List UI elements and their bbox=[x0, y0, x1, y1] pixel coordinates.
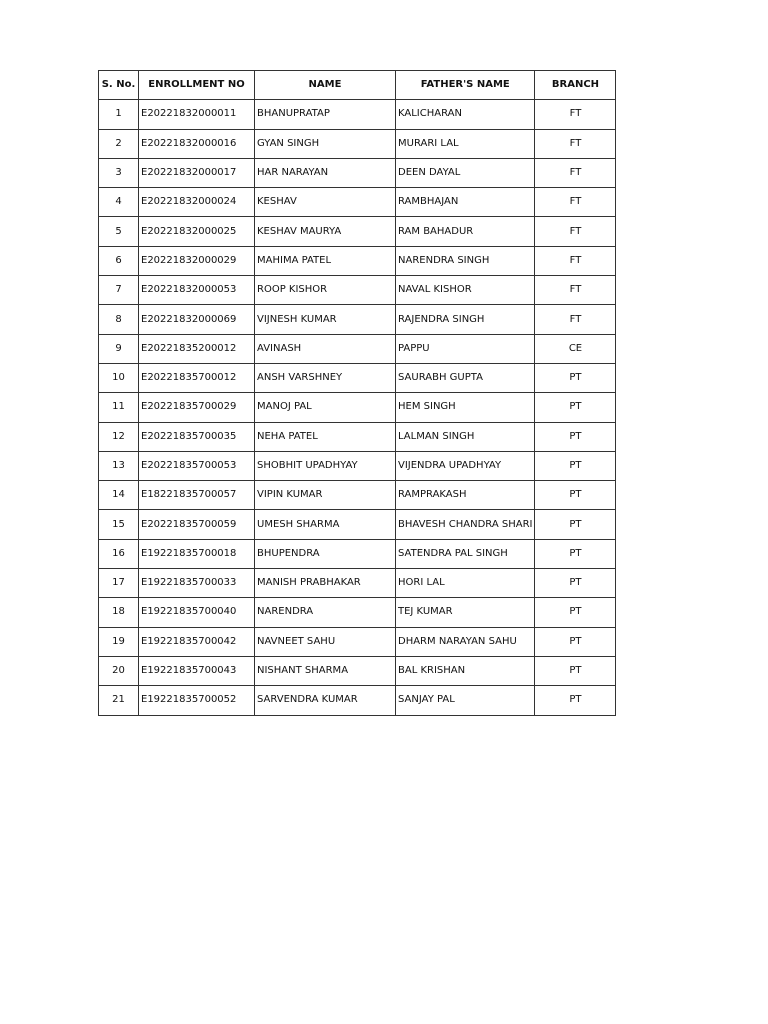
cell-sno: 13 bbox=[99, 451, 139, 480]
table-row bbox=[99, 393, 616, 422]
cell-fathers-name: NAVAL KISHOR bbox=[396, 276, 535, 305]
cell-sno: 9 bbox=[99, 334, 139, 363]
cell-sno: 4 bbox=[99, 188, 139, 217]
table-body bbox=[99, 100, 616, 715]
cell-sno: 10 bbox=[99, 363, 139, 392]
cell-sno: 17 bbox=[99, 569, 139, 598]
cell-enrollment-no: E20221832000029 bbox=[139, 246, 255, 275]
cell-enrollment-no: E19221835700042 bbox=[139, 627, 255, 656]
cell-branch: PT bbox=[535, 363, 616, 392]
cell-enrollment-no: E20221832000069 bbox=[139, 305, 255, 334]
table-row bbox=[99, 276, 616, 305]
cell-name: VIPIN KUMAR bbox=[255, 481, 396, 510]
cell-fathers-name: RAJENDRA SINGH bbox=[396, 305, 535, 334]
cell-branch: PT bbox=[535, 569, 616, 598]
cell-branch: FT bbox=[535, 246, 616, 275]
cell-sno: 20 bbox=[99, 656, 139, 685]
cell-branch: PT bbox=[535, 686, 616, 715]
cell-fathers-name: RAMBHAJAN bbox=[396, 188, 535, 217]
table-row bbox=[99, 129, 616, 158]
cell-name: KESHAV bbox=[255, 188, 396, 217]
cell-enrollment-no: E19221835700033 bbox=[139, 569, 255, 598]
cell-sno: 1 bbox=[99, 100, 139, 129]
table-row bbox=[99, 422, 616, 451]
cell-enrollment-no: E20221835700053 bbox=[139, 451, 255, 480]
table-row bbox=[99, 510, 616, 539]
cell-name: NISHANT SHARMA bbox=[255, 656, 396, 685]
cell-enrollment-no: E20221835200012 bbox=[139, 334, 255, 363]
header-row bbox=[99, 71, 616, 100]
cell-sno: 19 bbox=[99, 627, 139, 656]
cell-fathers-name: BHAVESH CHANDRA SHARI bbox=[396, 510, 535, 539]
header-branch: BRANCH bbox=[535, 71, 616, 100]
cell-enrollment-no: E20221835700059 bbox=[139, 510, 255, 539]
cell-sno: 6 bbox=[99, 246, 139, 275]
cell-fathers-name: BAL KRISHAN bbox=[396, 656, 535, 685]
cell-sno: 11 bbox=[99, 393, 139, 422]
cell-name: BHANUPRATAP bbox=[255, 100, 396, 129]
cell-fathers-name: DHARM NARAYAN SAHU bbox=[396, 627, 535, 656]
cell-name: BHUPENDRA bbox=[255, 539, 396, 568]
cell-fathers-name: SAURABH GUPTA bbox=[396, 363, 535, 392]
cell-enrollment-no: E19221835700040 bbox=[139, 598, 255, 627]
table-row bbox=[99, 627, 616, 656]
cell-branch: FT bbox=[535, 100, 616, 129]
cell-branch: FT bbox=[535, 188, 616, 217]
cell-enrollment-no: E20221835700029 bbox=[139, 393, 255, 422]
cell-branch: FT bbox=[535, 305, 616, 334]
cell-branch: PT bbox=[535, 481, 616, 510]
cell-fathers-name: TEJ KUMAR bbox=[396, 598, 535, 627]
cell-sno: 14 bbox=[99, 481, 139, 510]
cell-fathers-name: HORI LAL bbox=[396, 569, 535, 598]
cell-sno: 21 bbox=[99, 686, 139, 715]
cell-branch: FT bbox=[535, 276, 616, 305]
cell-fathers-name: RAMPRAKASH bbox=[396, 481, 535, 510]
cell-sno: 2 bbox=[99, 129, 139, 158]
cell-branch: PT bbox=[535, 510, 616, 539]
cell-branch: PT bbox=[535, 451, 616, 480]
table-row bbox=[99, 246, 616, 275]
cell-name: NARENDRA bbox=[255, 598, 396, 627]
cell-name: MANISH PRABHAKAR bbox=[255, 569, 396, 598]
cell-fathers-name: RAM BAHADUR bbox=[396, 217, 535, 246]
cell-name: ROOP KISHOR bbox=[255, 276, 396, 305]
student-list-sheet bbox=[98, 70, 616, 716]
cell-fathers-name: SATENDRA PAL SINGH bbox=[396, 539, 535, 568]
cell-name: KESHAV MAURYA bbox=[255, 217, 396, 246]
cell-name: MANOJ PAL bbox=[255, 393, 396, 422]
cell-sno: 5 bbox=[99, 217, 139, 246]
cell-branch: CE bbox=[535, 334, 616, 363]
cell-sno: 8 bbox=[99, 305, 139, 334]
cell-sno: 12 bbox=[99, 422, 139, 451]
table-row bbox=[99, 451, 616, 480]
cell-branch: FT bbox=[535, 129, 616, 158]
cell-enrollment-no: E18221835700057 bbox=[139, 481, 255, 510]
cell-branch: FT bbox=[535, 217, 616, 246]
cell-enrollment-no: E20221832000024 bbox=[139, 188, 255, 217]
cell-name: NAVNEET SAHU bbox=[255, 627, 396, 656]
cell-name: SHOBHIT UPADHYAY bbox=[255, 451, 396, 480]
cell-fathers-name: KALICHARAN bbox=[396, 100, 535, 129]
cell-branch: PT bbox=[535, 627, 616, 656]
cell-sno: 16 bbox=[99, 539, 139, 568]
cell-enrollment-no: E19221835700052 bbox=[139, 686, 255, 715]
cell-fathers-name: PAPPU bbox=[396, 334, 535, 363]
cell-sno: 3 bbox=[99, 158, 139, 187]
cell-name: NEHA PATEL bbox=[255, 422, 396, 451]
cell-name: ANSH VARSHNEY bbox=[255, 363, 396, 392]
header-name: NAME bbox=[255, 71, 396, 100]
cell-fathers-name: NARENDRA SINGH bbox=[396, 246, 535, 275]
cell-enrollment-no: E19221835700043 bbox=[139, 656, 255, 685]
cell-name: GYAN SINGH bbox=[255, 129, 396, 158]
cell-fathers-name: VIJENDRA UPADHYAY bbox=[396, 451, 535, 480]
cell-enrollment-no: E20221832000016 bbox=[139, 129, 255, 158]
cell-sno: 18 bbox=[99, 598, 139, 627]
cell-branch: PT bbox=[535, 656, 616, 685]
cell-fathers-name: LALMAN SINGH bbox=[396, 422, 535, 451]
student-table bbox=[98, 70, 616, 716]
table-row bbox=[99, 100, 616, 129]
cell-sno: 7 bbox=[99, 276, 139, 305]
table-row bbox=[99, 481, 616, 510]
cell-name: SARVENDRA KUMAR bbox=[255, 686, 396, 715]
cell-name: HAR NARAYAN bbox=[255, 158, 396, 187]
header-sno: S. No. bbox=[99, 71, 139, 100]
table-row bbox=[99, 598, 616, 627]
cell-enrollment-no: E20221832000017 bbox=[139, 158, 255, 187]
header-enrollment-no: ENROLLMENT NO bbox=[139, 71, 255, 100]
table-row bbox=[99, 305, 616, 334]
cell-branch: PT bbox=[535, 539, 616, 568]
cell-fathers-name: MURARI LAL bbox=[396, 129, 535, 158]
cell-enrollment-no: E20221835700012 bbox=[139, 363, 255, 392]
cell-enrollment-no: E20221832000011 bbox=[139, 100, 255, 129]
cell-branch: PT bbox=[535, 598, 616, 627]
table-row bbox=[99, 334, 616, 363]
table-row bbox=[99, 686, 616, 715]
cell-sno: 15 bbox=[99, 510, 139, 539]
cell-name: MAHIMA PATEL bbox=[255, 246, 396, 275]
table-row bbox=[99, 217, 616, 246]
cell-fathers-name: DEEN DAYAL bbox=[396, 158, 535, 187]
table-row bbox=[99, 656, 616, 685]
cell-fathers-name: HEM SINGH bbox=[396, 393, 535, 422]
table-row bbox=[99, 363, 616, 392]
cell-branch: PT bbox=[535, 393, 616, 422]
table-row bbox=[99, 539, 616, 568]
table-row bbox=[99, 188, 616, 217]
cell-enrollment-no: E20221832000025 bbox=[139, 217, 255, 246]
cell-enrollment-no: E20221832000053 bbox=[139, 276, 255, 305]
cell-enrollment-no: E19221835700018 bbox=[139, 539, 255, 568]
cell-fathers-name: SANJAY PAL bbox=[396, 686, 535, 715]
cell-name: AVINASH bbox=[255, 334, 396, 363]
table-row bbox=[99, 569, 616, 598]
cell-name: UMESH SHARMA bbox=[255, 510, 396, 539]
header-fathers-name: FATHER'S NAME bbox=[396, 71, 535, 100]
table-header bbox=[99, 71, 616, 100]
cell-name: VIJNESH KUMAR bbox=[255, 305, 396, 334]
cell-branch: FT bbox=[535, 158, 616, 187]
cell-branch: PT bbox=[535, 422, 616, 451]
cell-enrollment-no: E20221835700035 bbox=[139, 422, 255, 451]
table-row bbox=[99, 158, 616, 187]
